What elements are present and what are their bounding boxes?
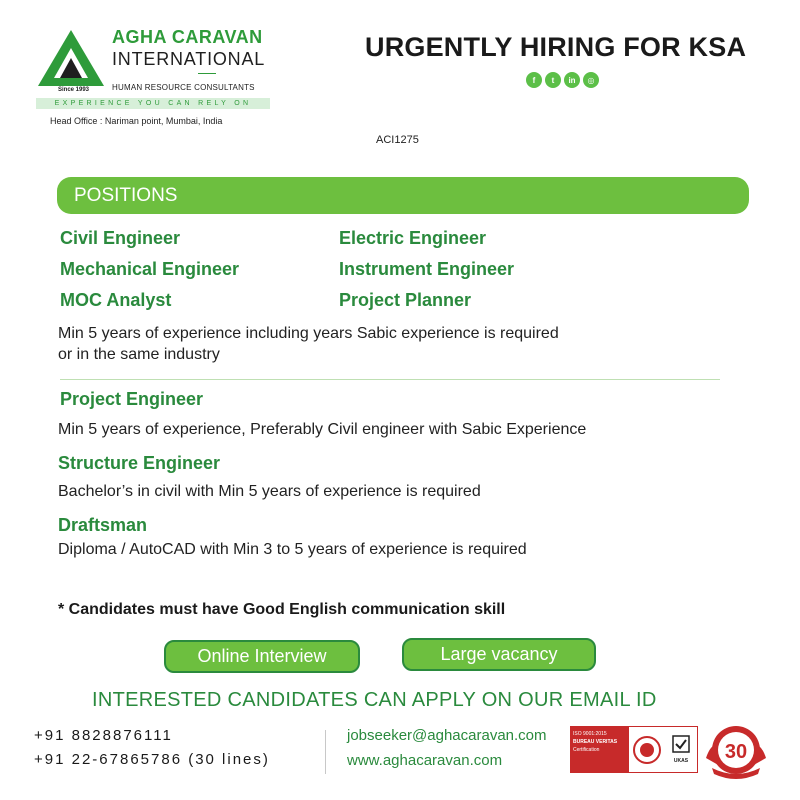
- website-link[interactable]: www.aghacaravan.com: [347, 752, 503, 769]
- phone-primary[interactable]: +91 8828876111: [34, 727, 173, 744]
- candidate-note: * Candidates must have Good English communication skill: [58, 601, 506, 618]
- position-instrument-engineer: Instrument Engineer: [339, 259, 515, 279]
- project-engineer-requirement: Min 5 years of experience, Preferably Civil engineer with Sabic Experience: [58, 421, 587, 438]
- brand-name: AGHA CARAVAN: [112, 27, 263, 47]
- reference-code: ACI1275: [376, 134, 419, 146]
- twitter-icon[interactable]: t: [545, 72, 561, 88]
- brand-divider: [198, 73, 216, 74]
- company-logo-icon: [36, 28, 106, 90]
- position-electric-engineer: Electric Engineer: [339, 228, 487, 248]
- tagline: EXPERIENCE YOU CAN RELY ON: [36, 98, 270, 109]
- structure-engineer-requirement: Bachelor’s in civil with Min 5 years of experience is required: [58, 483, 481, 500]
- position-project-planner: Project Planner: [339, 290, 472, 310]
- instagram-icon[interactable]: ◎: [583, 72, 599, 88]
- facebook-icon[interactable]: f: [526, 72, 542, 88]
- position-moc-analyst: MOC Analyst: [60, 290, 172, 310]
- phone-secondary[interactable]: +91 22-67865786 (30 lines): [34, 751, 270, 768]
- position-civil-engineer: Civil Engineer: [60, 228, 181, 248]
- position-structure-engineer: Structure Engineer: [58, 453, 221, 473]
- page-title: URGENTLY HIRING FOR KSA: [365, 32, 747, 62]
- draftsman-requirement: Diploma / AutoCAD with Min 3 to 5 years of experience is required: [58, 541, 527, 558]
- positions-heading: POSITIONS: [57, 177, 749, 214]
- group1-requirement: Min 5 years of experience including years Sabic experience is required: [58, 325, 559, 342]
- large-vacancy-badge: Large vacancy: [402, 638, 596, 671]
- online-interview-badge: Online Interview: [164, 640, 360, 673]
- position-project-engineer: Project Engineer: [60, 389, 204, 409]
- group1-requirement-cont: or in the same industry: [58, 346, 220, 363]
- anniversary-number: 30: [724, 741, 748, 763]
- thirty-years-badge-icon: [702, 722, 770, 780]
- email-link[interactable]: jobseeker@aghacaravan.com: [347, 727, 547, 744]
- certification-badge: [570, 726, 698, 773]
- social-links: [526, 72, 599, 88]
- position-draftsman: Draftsman: [58, 515, 148, 535]
- apply-heading: INTERESTED CANDIDATES CAN APPLY ON OUR EMAIL ID: [92, 689, 657, 711]
- brand-name-secondary: INTERNATIONAL: [112, 49, 266, 69]
- since-year: Since 1993: [58, 87, 90, 93]
- position-mechanical-engineer: Mechanical Engineer: [60, 259, 240, 279]
- section-divider: [60, 379, 720, 380]
- ukas-crown-icon: [672, 735, 690, 753]
- head-office: Head Office : Nariman point, Mumbai, India: [50, 116, 223, 126]
- contact-divider: [325, 730, 326, 774]
- brand-subtitle: HUMAN RESOURCE CONSULTANTS: [112, 83, 255, 92]
- bureau-veritas-seal-icon: [629, 727, 665, 772]
- linkedin-icon[interactable]: in: [564, 72, 580, 88]
- ukas-mark: UKAS: [665, 727, 697, 772]
- certification-text: ISO 9001:2015 BUREAU VERITAS Certification: [571, 727, 629, 772]
